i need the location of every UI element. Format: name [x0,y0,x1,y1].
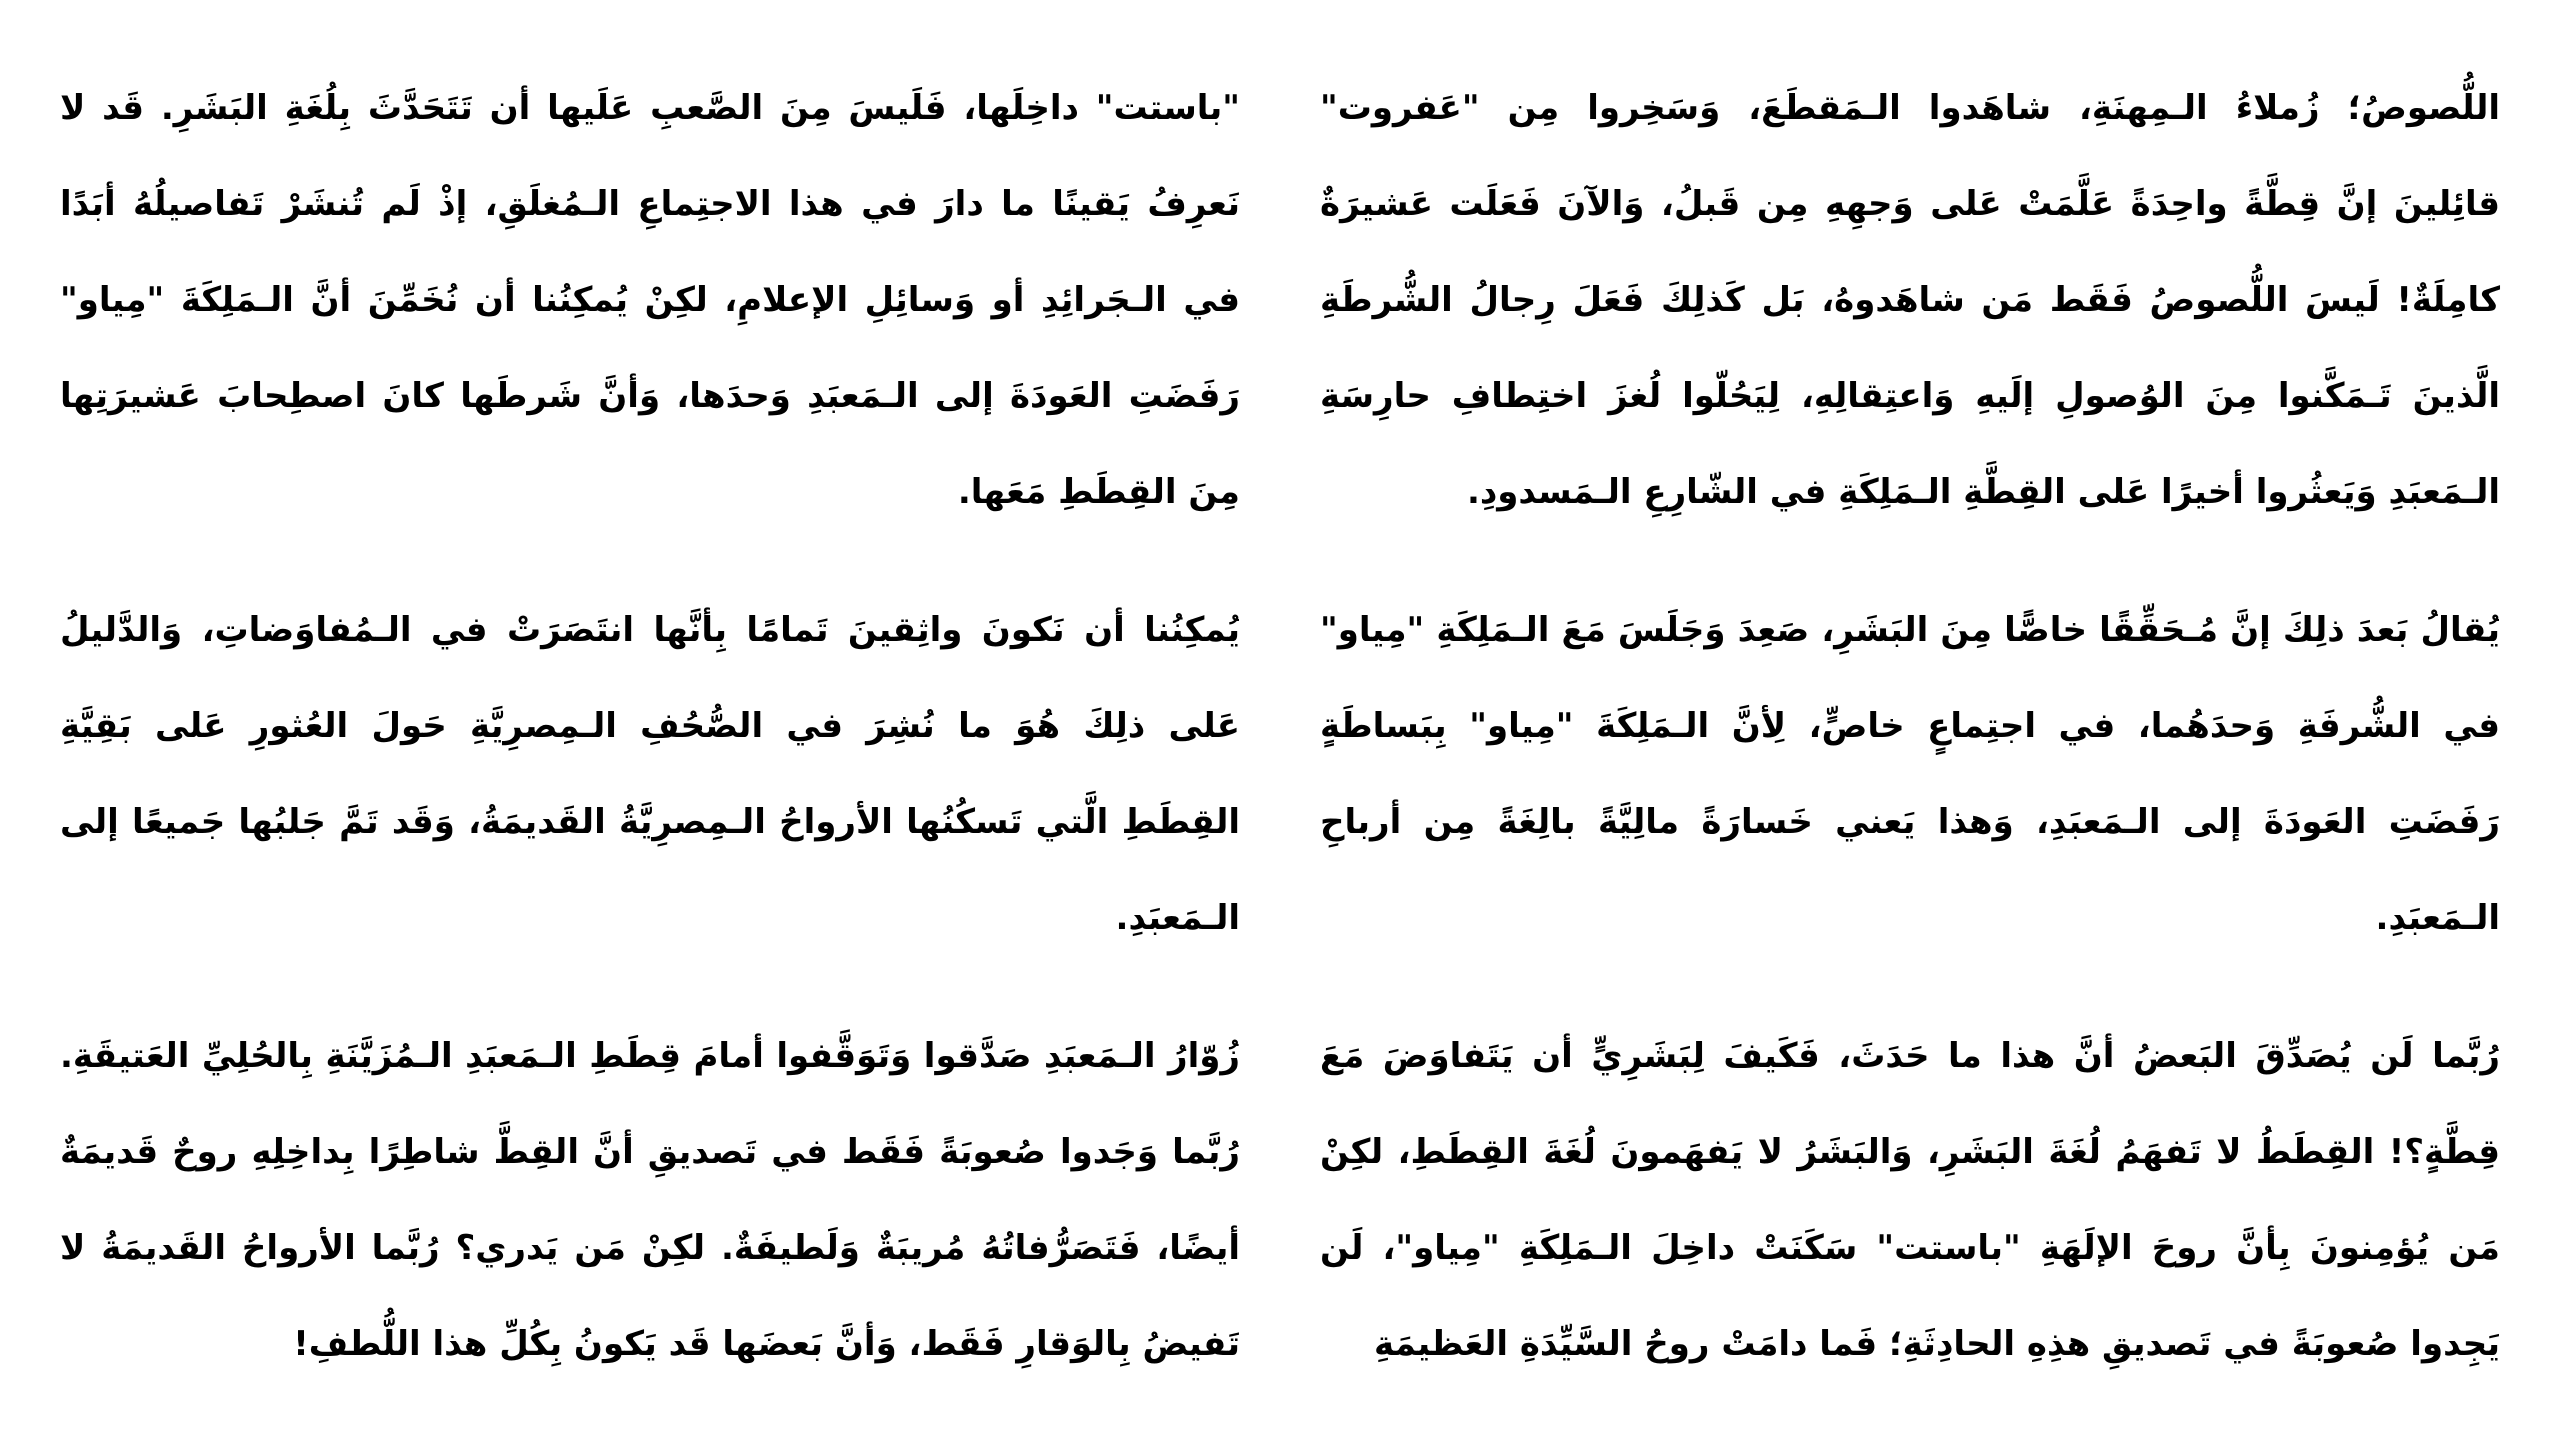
right-page-column [1320,60,2500,1392]
paragraph: زُوّارُ الـمَعبَدِ صَدَّقوا وَتَوَقَّفوا أمامَ قِطَطِ الـمَعبَدِ الـمُزَيَّنَةِ بِالحُلِيِّ العَتيقَةِ. رُبَّما وَجَدوا صُعوبَةً فَقَط في تَصديقِ أنَّ القِطَّ شاطِرًا بِداخِلِهِ روحٌ قَديمَةٌ أيضًا، فَتَصَرُّفاتُهُ مُريبَةٌ وَلَطيفَةٌ. لكِنْ مَن يَدري؟ رُبَّما الأرواحُ القَديمَةُ لا تَفيضُ بِالوَقارِ فَقَط، وَأنَّ بَعضَها قَد يَكونُ بِكُلِّ هذا اللُّطفِ! [60,1036,1240,1364]
paragraph: يُقالُ بَعدَ ذلِكَ إنَّ مُـحَقِّقًا خاصًّا مِنَ البَشَرِ، صَعِدَ وَجَلَسَ مَعَ الـمَلِكَةِ "مِياو" في الشُّرفَةِ وَحدَهُما، في اجتِماعٍ خاصٍّ، لِأنَّ الـمَلِكَةَ "مِياو" بِبَساطَةٍ رَفَضَتِ العَودَةَ إلى الـمَعبَدِ، وَهذا يَعني خَسارَةً مالِيَّةً بالِغَةً مِن أرباحِ الـمَعبَدِ. [1320,610,2500,938]
left-page-column [60,60,1240,1392]
paragraph: يُمكِنُنا أن نَكونَ واثِقينَ تَمامًا بِأنَّها انتَصَرَتْ في الـمُفاوَضاتِ، وَالدَّليلُ عَلى ذلِكَ هُوَ ما نُشِرَ في الصُّحُفِ الـمِصرِيَّةِ حَولَ العُثورِ عَلى بَقِيَّةِ القِطَطِ الَّتي تَسكُنُها الأرواحُ الـمِصرِيَّةُ القَديمَةُ، وَقَد تَمَّ جَلبُها جَميعًا إلى الـمَعبَدِ. [60,610,1240,938]
paragraph: رُبَّما لَن يُصَدِّقَ البَعضُ أنَّ هذا ما حَدَثَ، فَكَيفَ لِبَشَرِيٍّ أن يَتَفاوَضَ مَعَ قِطَّةٍ؟! القِطَطُ لا تَفهَمُ لُغَةَ البَشَرِ، وَالبَشَرُ لا يَفهَمونَ لُغَةَ القِطَطِ، لكِنْ مَن يُؤمِنونَ بِأنَّ روحَ الإلَهَةِ "باستت" سَكَنَتْ داخِلَ الـمَلِكَةِ "مِياو"، لَن يَجِدوا صُعوبَةً في تَصديقِ هذِهِ الحادِثَةِ؛ فَما دامَتْ روحُ السَّيِّدَةِ العَظيمَةِ [1320,1036,2500,1364]
paragraph: "باستت" داخِلَها، فَلَيسَ مِنَ الصَّعبِ عَلَيها أن تَتَحَدَّثَ بِلُغَةِ البَشَرِ. قَد لا نَعرِفُ يَقينًا ما دارَ في هذا الاجتِماعِ الـمُغلَقِ، إذْ لَم تُنشَرْ تَفاصيلُهُ أبَدًا في الـجَرائِدِ أو وَسائِلِ الإعلامِ، لكِنْ يُمكِنُنا أن نُخَمِّنَ أنَّ الـمَلِكَةَ "مِياو" رَفَضَتِ العَودَةَ إلى الـمَعبَدِ وَحدَها، وَأنَّ شَرطَها كانَ اصطِحابَ عَشيرَتِها مِنَ القِطَطِ مَعَها. [60,88,1240,512]
paragraph: اللُّصوصُ؛ زُملاءُ الـمِهنَةِ، شاهَدوا الـمَقطَعَ، وَسَخِروا مِن "عَفروت" قائِلينَ إنَّ قِطَّةً واحِدَةً عَلَّمَتْ عَلى وَجهِهِ مِن قَبلُ، وَالآنَ فَعَلَت عَشيرَةٌ كامِلَةٌ! لَيسَ اللُّصوصُ فَقَط مَن شاهَدوهُ، بَل كَذلِكَ فَعَلَ رِجالُ الشُّرطَةِ الَّذينَ تَـمَكَّنوا مِنَ الوُصولِ إلَيهِ وَاعتِقالِهِ، لِيَحُلّوا لُغزَ اختِطافِ حارِسَةِ الـمَعبَدِ وَيَعثُروا أخيرًا عَلى القِطَّةِ الـمَلِكَةِ في الشّارِعِ الـمَسدودِ. [1320,88,2500,512]
